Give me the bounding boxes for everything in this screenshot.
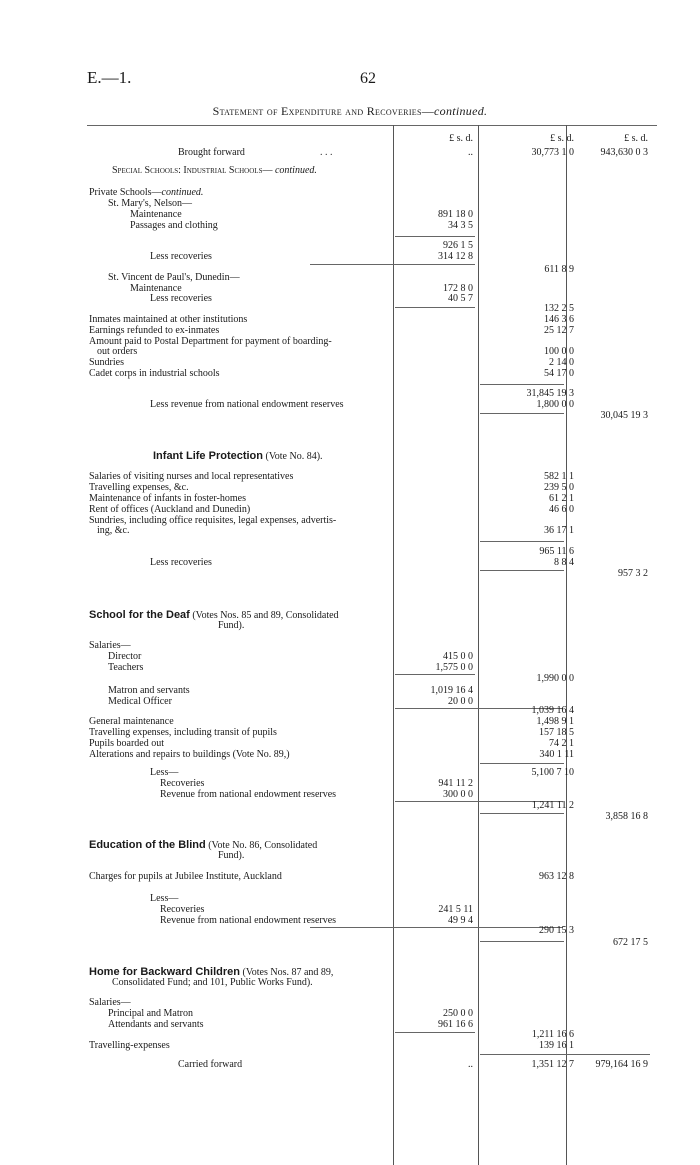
deaf-revenue: Revenue from national endowment reserves xyxy=(160,789,337,800)
backward-travelling-value: 139 16 1 xyxy=(539,1040,574,1051)
rule xyxy=(480,813,564,814)
deaf-heading-text: School for the Deaf xyxy=(89,609,190,621)
unit-header-1: £ s. d. xyxy=(449,133,473,144)
blind-revenue-value: 49 9 4 xyxy=(448,915,473,926)
brought-forward-c3: 943,630 0 3 xyxy=(600,147,648,158)
carried-forward-c1: .. xyxy=(468,1059,473,1070)
deaf-subtotal-1: 1,990 0 0 xyxy=(536,673,574,684)
infant-salaries: Salaries of visiting nurses and local representatives xyxy=(89,471,294,482)
st-vincent-heading: St. Vincent de Paul's, Dunedin— xyxy=(108,272,240,283)
infant-heading-text: Infant Life Protection xyxy=(153,450,263,462)
blind-vote-line1: (Vote No. 86, Consolidated xyxy=(208,840,318,851)
rule xyxy=(310,927,563,928)
infant-travelling-value: 239 5 0 xyxy=(544,482,574,493)
deaf-general-value: 1,498 9 1 xyxy=(536,716,574,727)
page-reference: E.—1. xyxy=(87,68,132,87)
cadet-value: 54 17 0 xyxy=(544,368,574,379)
brought-forward-label: Brought forward xyxy=(178,147,245,158)
blind-heading-text: Education of the Blind xyxy=(89,839,206,851)
st-marys-maintenance-value: 891 18 0 xyxy=(438,209,473,220)
cadet-label: Cadet corps in industrial schools xyxy=(89,368,220,379)
infant-maintenance-value: 61 2 1 xyxy=(549,493,574,504)
special-schools-heading-text: Special Schools: Industrial Schools— xyxy=(112,165,273,176)
rule xyxy=(480,941,564,942)
st-marys-subtotal: 926 1 5 xyxy=(443,240,473,251)
carried-forward-c2: 1,351 12 7 xyxy=(531,1059,574,1070)
special-less-endowment-value: 1,800 0 0 xyxy=(536,399,574,410)
postal-label-line2: out orders xyxy=(97,346,138,357)
backward-travelling: Travelling-expenses xyxy=(89,1040,170,1051)
rule xyxy=(395,674,475,675)
special-total: 31,845 19 3 xyxy=(526,388,574,399)
infant-sundries-line2: ing, &c. xyxy=(97,525,130,536)
backward-vote-line1: (Votes Nos. 87 and 89, xyxy=(242,967,334,978)
page-title xyxy=(0,104,700,119)
infant-sundries-value: 36 17 1 xyxy=(544,525,574,536)
deaf-teachers: Teachers xyxy=(108,662,144,673)
infant-maintenance: Maintenance of infants in foster-homes xyxy=(89,493,246,504)
page-number: 62 xyxy=(360,70,376,87)
earnings-value: 25 12 7 xyxy=(544,325,574,336)
private-schools-cont: continued. xyxy=(161,187,204,198)
brought-forward-dots: . . . xyxy=(320,147,333,158)
postal-label-line1: Amount paid to Postal Department for payment of boarding- xyxy=(89,336,332,347)
backward-attendants-value: 961 16 6 xyxy=(438,1019,473,1030)
backward-vote-line2: Consolidated Fund; and 101, Public Works Fund). xyxy=(112,977,313,988)
deaf-revenue-value: 300 0 0 xyxy=(443,789,473,800)
private-schools-text: Private Schools— xyxy=(89,187,162,198)
blind-net: 672 17 5 xyxy=(613,937,648,948)
deaf-teachers-value: 1,575 0 0 xyxy=(435,662,473,673)
infant-net: 957 3 2 xyxy=(618,568,648,579)
blind-recoveries: Recoveries xyxy=(160,904,205,915)
deaf-subtotal-2: 1,039 16 4 xyxy=(531,705,574,716)
blind-charges-value: 963 12 8 xyxy=(539,871,574,882)
title-main: Statement of Expenditure and Recoveries— xyxy=(212,104,435,118)
rule xyxy=(395,236,475,237)
special-schools-heading xyxy=(112,165,317,177)
backward-subtotal: 1,211 16 6 xyxy=(531,1029,574,1040)
deaf-heading xyxy=(89,609,339,622)
infant-less-value: 8 8 4 xyxy=(554,557,574,568)
backward-principal: Principal and Matron xyxy=(108,1008,193,1019)
deaf-medical-value: 20 0 0 xyxy=(448,696,473,707)
infant-vote: (Vote No. 84). xyxy=(265,451,323,462)
blind-less-total: 290 15 3 xyxy=(539,925,574,936)
st-marys-maintenance: Maintenance xyxy=(130,209,182,220)
rule xyxy=(480,384,564,385)
backward-principal-value: 250 0 0 xyxy=(443,1008,473,1019)
deaf-net: 3,858 16 8 xyxy=(605,811,648,822)
deaf-director-value: 415 0 0 xyxy=(443,651,473,662)
rule xyxy=(395,307,475,308)
unit-header-3: £ s. d. xyxy=(624,133,648,144)
rule xyxy=(480,763,564,764)
rule xyxy=(480,413,564,414)
earnings-label: Earnings refunded to ex-inmates xyxy=(89,325,220,336)
infant-salaries-value: 582 1 1 xyxy=(544,471,574,482)
brought-forward-c2: 30,773 1 0 xyxy=(531,147,574,158)
st-marys-heading: St. Mary's, Nelson— xyxy=(108,198,193,209)
deaf-alterations: Alterations and repairs to buildings (Vote No. 89,) xyxy=(89,749,290,760)
deaf-boarded: Pupils boarded out xyxy=(89,738,164,749)
deaf-travelling: Travelling expenses, including transit of pupils xyxy=(89,727,277,738)
deaf-total: 5,100 7 10 xyxy=(531,767,574,778)
rule xyxy=(395,1032,475,1033)
infant-less: Less recoveries xyxy=(150,557,212,568)
deaf-less: Less— xyxy=(150,767,179,778)
blind-vote-line2: Fund). xyxy=(218,850,245,861)
blind-charges: Charges for pupils at Jubilee Institute, Auckland xyxy=(89,871,282,882)
st-vincent-maintenance-value: 172 8 0 xyxy=(443,283,473,294)
st-marys-less-recoveries: Less recoveries xyxy=(150,251,212,262)
inmates-value: 146 3 6 xyxy=(544,314,574,325)
blind-recoveries-value: 241 5 11 xyxy=(438,904,473,915)
special-net: 30,045 19 3 xyxy=(600,410,648,421)
deaf-vote-line2: Fund). xyxy=(218,620,245,631)
backward-heading-text: Home for Backward Children xyxy=(89,966,240,978)
st-marys-less-recoveries-value: 314 12 8 xyxy=(438,251,473,262)
deaf-alterations-value: 340 1 11 xyxy=(539,749,574,760)
backward-salaries: Salaries— xyxy=(89,997,131,1008)
blind-less: Less— xyxy=(150,893,179,904)
blind-heading xyxy=(89,839,317,852)
infant-heading xyxy=(153,450,323,463)
deaf-boarded-value: 74 2 1 xyxy=(549,738,574,749)
st-vincent-net: 132 2 5 xyxy=(544,303,574,314)
rule xyxy=(480,1054,650,1055)
deaf-general: General maintenance xyxy=(89,716,174,727)
infant-total: 965 11 6 xyxy=(539,546,574,557)
st-vincent-less: Less recoveries xyxy=(150,293,212,304)
blind-revenue: Revenue from national endowment reserves xyxy=(160,915,337,926)
special-less-endowment: Less revenue from national endowment reserves xyxy=(150,399,344,410)
deaf-director: Director xyxy=(108,651,142,662)
unit-header-2: £ s. d. xyxy=(550,133,574,144)
column-separator-3 xyxy=(566,125,567,1165)
inmates-label: Inmates maintained at other institutions xyxy=(89,314,248,325)
st-marys-net: 611 8 9 xyxy=(544,264,574,275)
postal-value: 100 0 0 xyxy=(544,346,574,357)
carried-forward-c3: 979,164 16 9 xyxy=(595,1059,648,1070)
column-separator-2 xyxy=(478,125,479,1165)
st-marys-passages: Passages and clothing xyxy=(130,220,218,231)
sundries-value: 2 14 0 xyxy=(549,357,574,368)
st-vincent-less-value: 40 5 7 xyxy=(448,293,473,304)
deaf-travelling-value: 157 18 5 xyxy=(539,727,574,738)
rule xyxy=(480,570,564,571)
deaf-medical: Medical Officer xyxy=(108,696,172,707)
st-marys-passages-value: 34 3 5 xyxy=(448,220,473,231)
deaf-salaries: Salaries— xyxy=(89,640,131,651)
top-rule xyxy=(87,125,657,126)
deaf-vote-line1: (Votes Nos. 85 and 89, Consolidated xyxy=(192,610,339,621)
special-schools-heading-cont: continued. xyxy=(274,165,317,176)
brought-forward-c1: .. xyxy=(468,147,473,158)
rule xyxy=(310,264,475,265)
column-separator-1 xyxy=(393,125,394,1165)
carried-forward-label: Carried forward xyxy=(178,1059,243,1070)
infant-travelling: Travelling expenses, &c. xyxy=(89,482,189,493)
infant-rent-value: 46 6 0 xyxy=(549,504,574,515)
deaf-recoveries: Recoveries xyxy=(160,778,205,789)
backward-attendants: Attendants and servants xyxy=(108,1019,204,1030)
deaf-recoveries-value: 941 11 2 xyxy=(438,778,473,789)
deaf-less-total: 1,241 11 2 xyxy=(531,800,574,811)
rule xyxy=(480,541,564,542)
sundries-label: Sundries xyxy=(89,357,124,368)
st-vincent-maintenance: Maintenance xyxy=(130,283,182,294)
deaf-matron: Matron and servants xyxy=(108,685,190,696)
title-continued: continued. xyxy=(434,104,488,118)
infant-rent: Rent of offices (Auckland and Dunedin) xyxy=(89,504,251,515)
deaf-matron-value: 1,019 16 4 xyxy=(430,685,473,696)
infant-sundries-line1: Sundries, including office requisites, legal expenses, advertis- xyxy=(89,515,337,526)
